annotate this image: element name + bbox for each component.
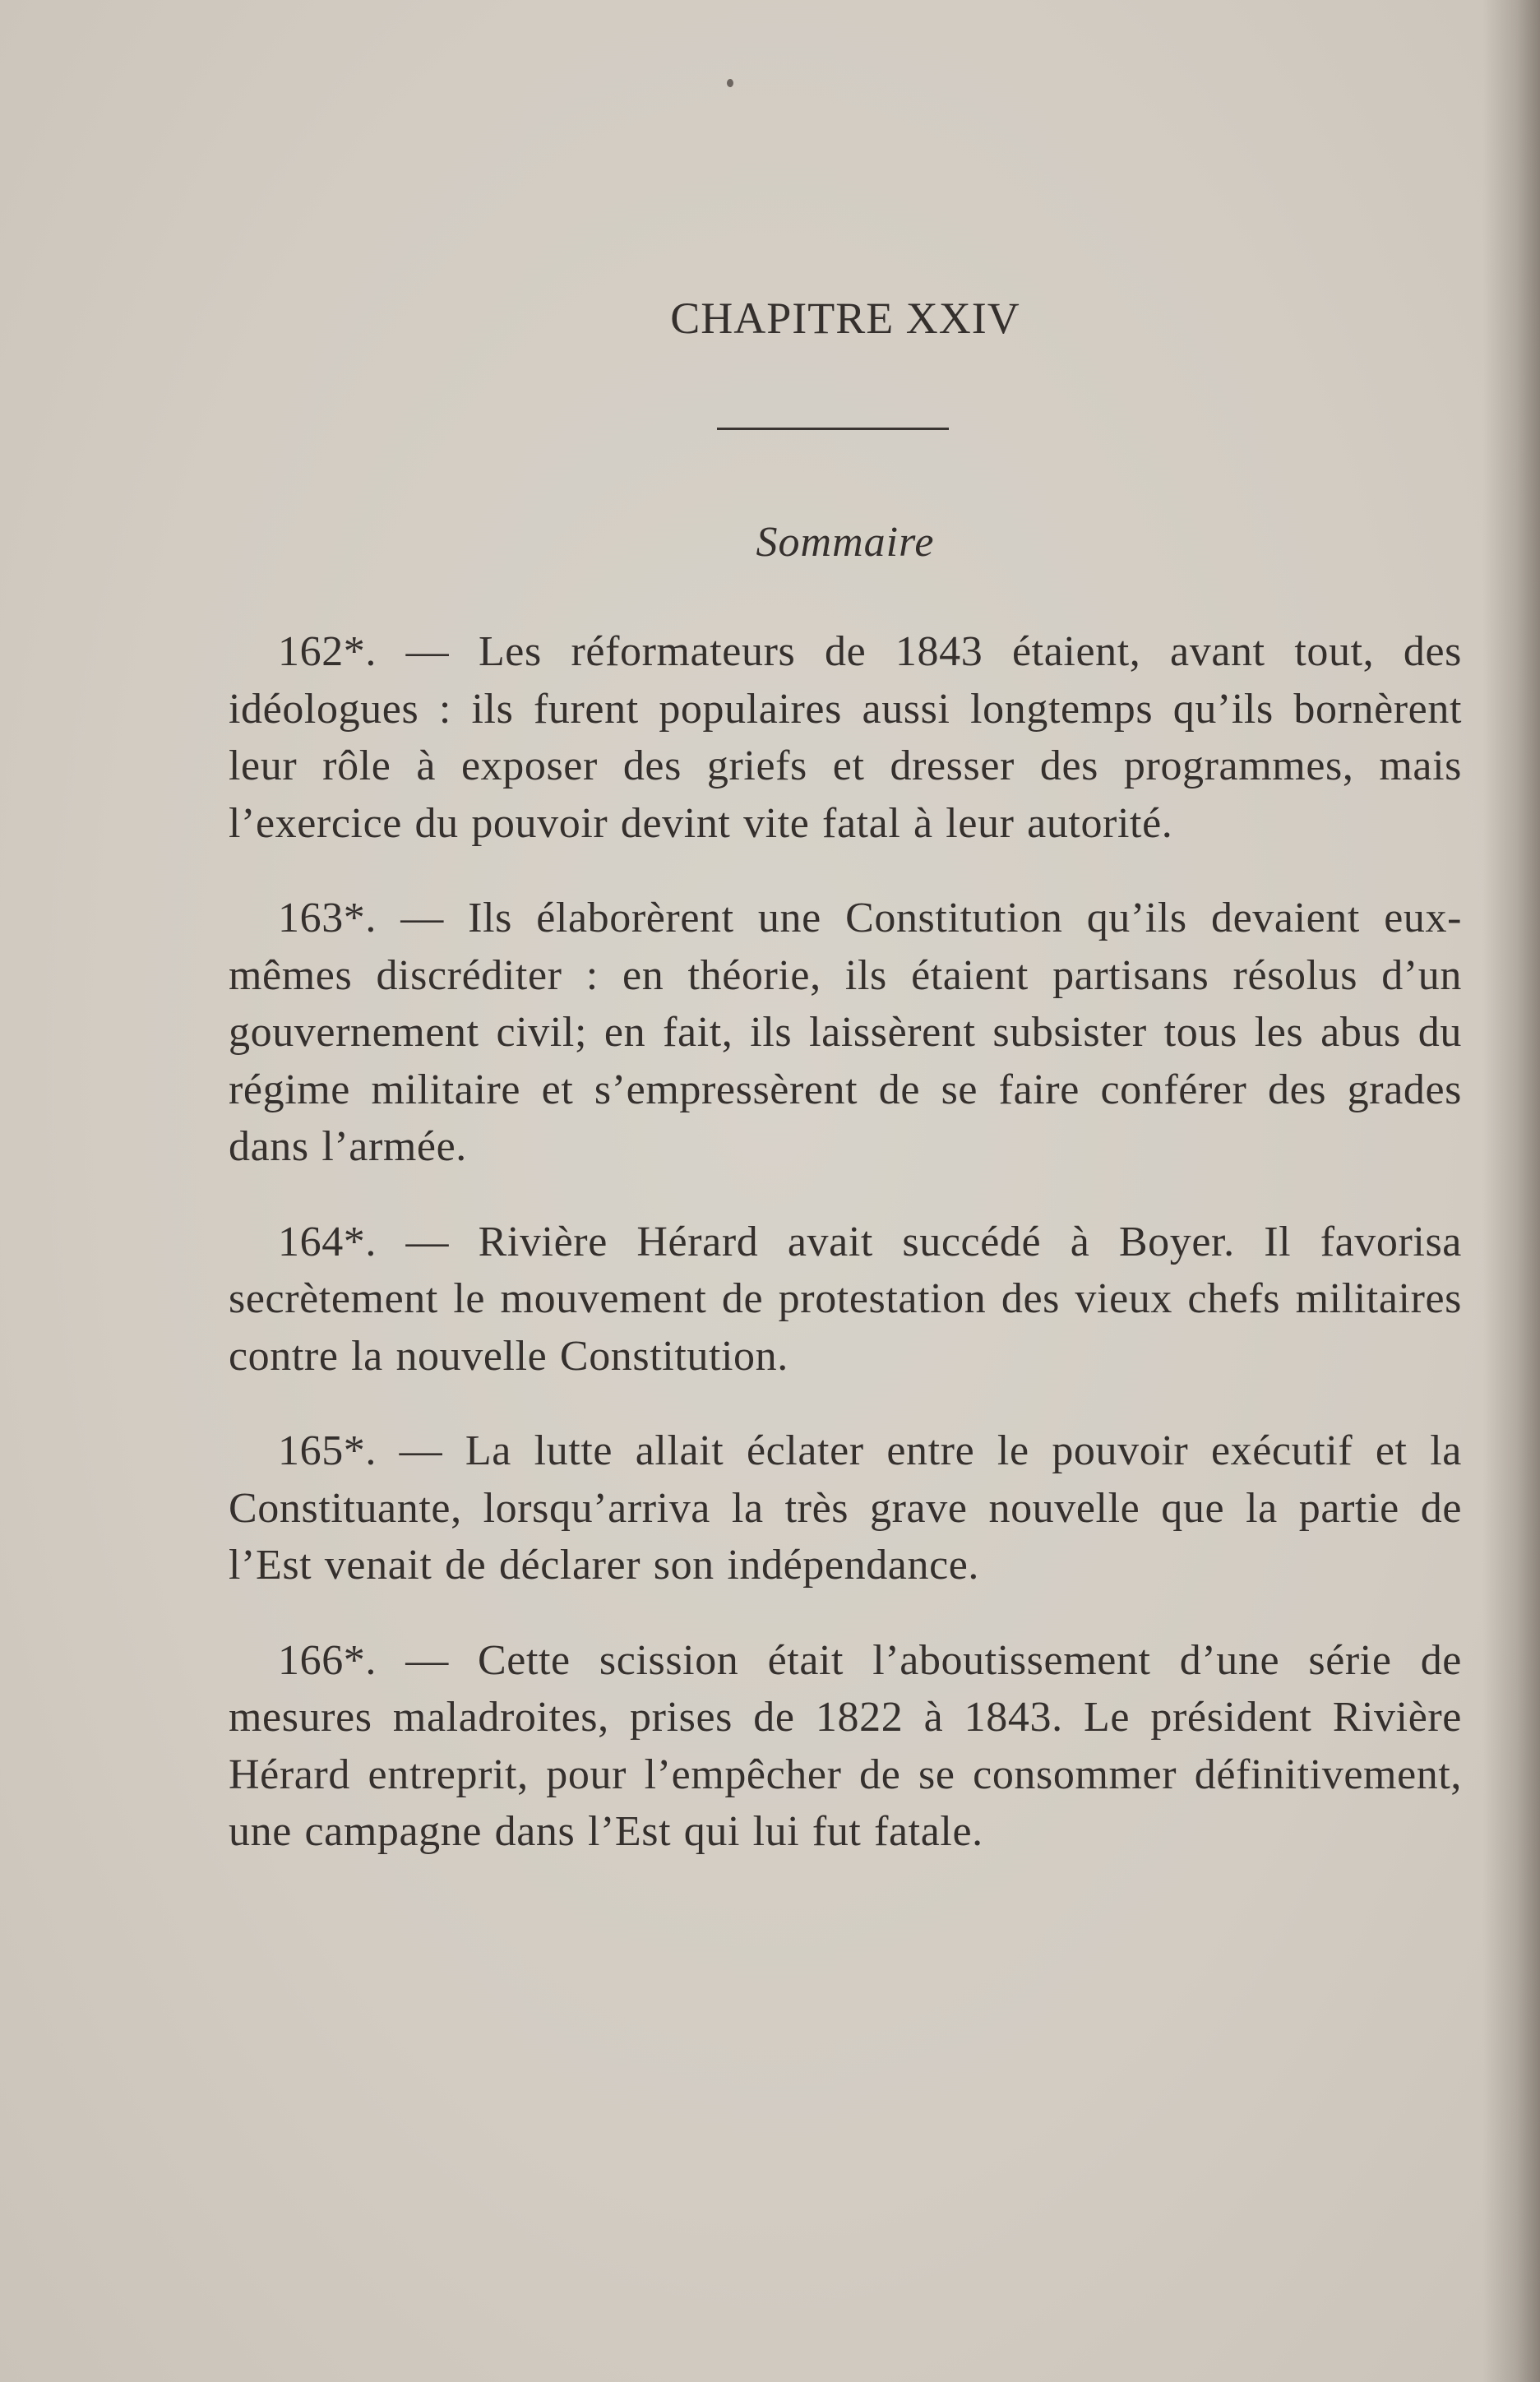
page-edge-shadow (1482, 0, 1540, 2382)
paragraph-165 (229, 1422, 1462, 1594)
chapter-title: CHAPITRE XXIV (670, 294, 1020, 343)
paragraph-text: — La lutte allait éclater entre le pouvoir exécutif et la Constituante, lorsqu’arriva la très grave nouvelle que la partie de l’Est venait de déclarer son indépendance. (229, 1427, 1462, 1589)
paragraph-text: — Les réformateurs de 1843 étaient, avant tout, des idéologues : ils furent populaires aussi longtemps qu’ils bornèrent leur rôle à exposer des griefs et dresser des programmes, mais l’exercice du pouvoir devint vite fatal à leur autorité. (229, 628, 1462, 847)
paragraph-166 (229, 1632, 1462, 1861)
title-rule (717, 428, 949, 430)
paragraph-text: — Rivière Hérard avait succédé à Boyer. Il favorisa secrètement le mouvement de protestation des vieux chefs militaires contre la nouvelle Constitution. (229, 1218, 1462, 1380)
paragraph-text: — Cette scission était l’aboutissement d’une série de mesures maladroites, prises de 1822 à 1843. Le président Rivière Hérard entreprit, pour l’empêcher de se consommer définitivement, une campagne dans l’Est qui lui fut fatale. (229, 1636, 1462, 1855)
paragraph-number: 165*. (278, 1427, 377, 1474)
paragraph-text: — Ils élaborèrent une Constitution qu’ils devaient eux-mêmes discréditer : en théorie, ils étaient partisans résolus d’un gouvernement civil; en fait, ils laissèrent subsister tous les abus du régime militaire et s’empressèrent de se faire conférer des grades dans l’armée. (229, 895, 1463, 1170)
paragraph-list (229, 623, 1462, 1899)
paragraph-162 (229, 623, 1462, 852)
paragraph-164 (229, 1214, 1462, 1385)
paragraph-number: 164*. (278, 1218, 377, 1265)
paragraph-number: 166*. (278, 1636, 377, 1684)
paragraph-163 (229, 890, 1462, 1176)
paragraph-number: 163*. (278, 895, 377, 941)
ink-speck (727, 79, 733, 87)
summary-heading: Sommaire (756, 519, 935, 566)
paragraph-number: 162*. (278, 628, 377, 675)
